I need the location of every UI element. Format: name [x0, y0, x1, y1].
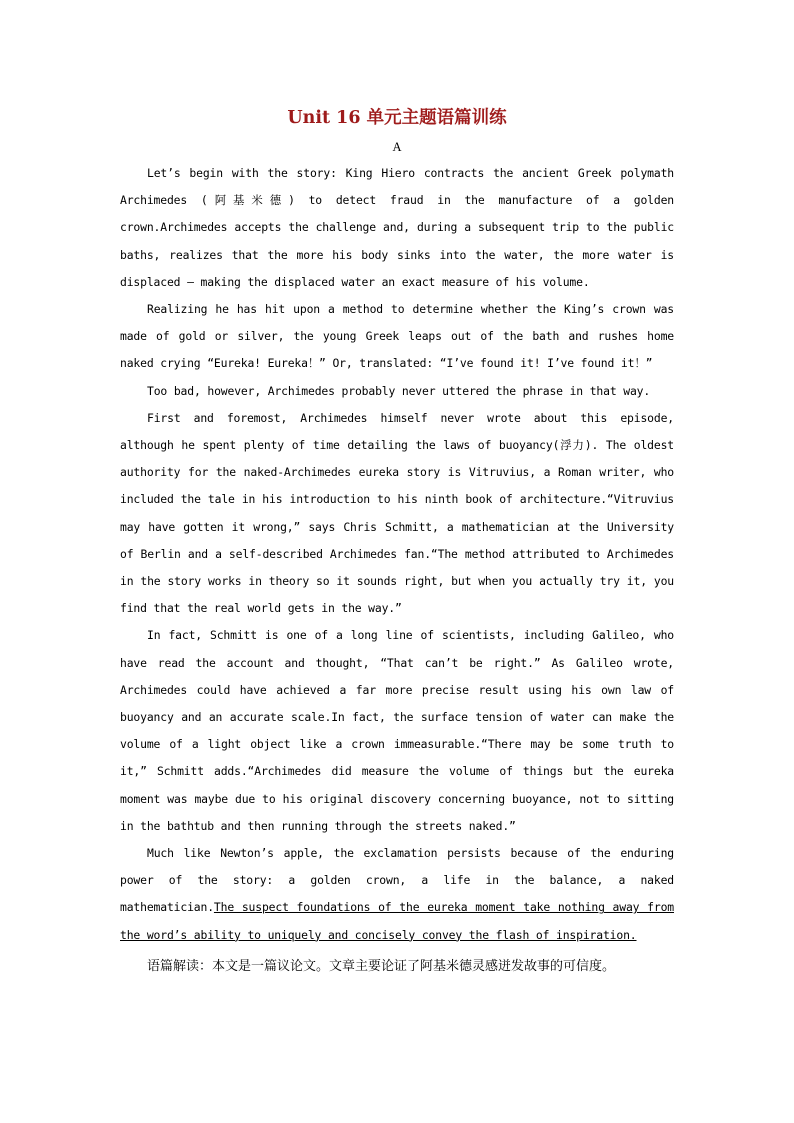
paragraph-6: [120, 840, 674, 949]
paragraph-2: Realizing he has hit upon a method to determine whether the King’s crown was made of gold or silver, the young Greek leaps out of the bath and rushes home naked crying “Eureka! Eureka！” Or, translated: “I’ve found it! I’ve found it！”: [120, 302, 674, 371]
underlined-sentence: The suspect foundations of the eureka moment take nothing away from the word’s ability to uniquely and concisely convey the flash of inspiration.: [120, 900, 674, 942]
reading-analysis: 语篇解读：本文是一篇议论文。文章主要论证了阿基米德灵感迸发故事的可信度。: [147, 958, 616, 974]
paragraph-1: Let’s begin with the story: King Hiero contracts the ancient Greek polymath Archimedes (阿基米德) to detect fraud in the manufacture of a golden crown.Archimedes accepts the challenge and, during a subsequent trip to the public baths, realizes that the more his body sinks into the water, the more water is displaced — making the displaced water an exact measure of his volume.: [120, 166, 674, 289]
document-page: [120, 104, 674, 980]
section-label: A: [392, 140, 402, 154]
paragraph-4: First and foremost, Archimedes himself never wrote about this episode, although he spent plenty of time detailing the laws of buoyancy(浮力). The oldest authority for the naked-Archimedes eureka story is Vitruvius, a Roman writer, who included the tale in his introduction to his ninth book of architecture.“Vitruvius may have gotten it wrong,” says Chris Schmitt, a mathematician at the University of Berlin and a self-described Archimedes fan.“The method attributed to Archimedes in the story works in theory so it sounds right, but when you actually try it, you find that the real world gets in the way.”: [120, 410, 674, 616]
paragraph-6-text: Much like Newton’s apple, the exclamation persists because of the enduring power of the story: a golden crown, a life in the balance, a naked mathematician.: [120, 846, 674, 915]
page-title: Unit 16 单元主题语篇训练: [287, 108, 507, 128]
paragraph-5: In fact, Schmitt is one of a long line of scientists, including Galileo, who have read the account and thought, “That can’t be right.” As Galileo wrote, Archimedes could have achieved a far more precise result using his own law of buoyancy and an accurate scale.In fact, the surface tension of water can make the volume of a light object like a crown immeasurable.“There may be some truth to it,” Schmitt adds.“Archimedes did measure the volume of things but the eureka moment was maybe due to his original discovery concerning buoyance, not to sitting in the bathtub and then running through the streets naked.”: [120, 628, 674, 833]
paragraph-3: Too bad, however, Archimedes probably never uttered the phrase in that way.: [147, 383, 651, 398]
